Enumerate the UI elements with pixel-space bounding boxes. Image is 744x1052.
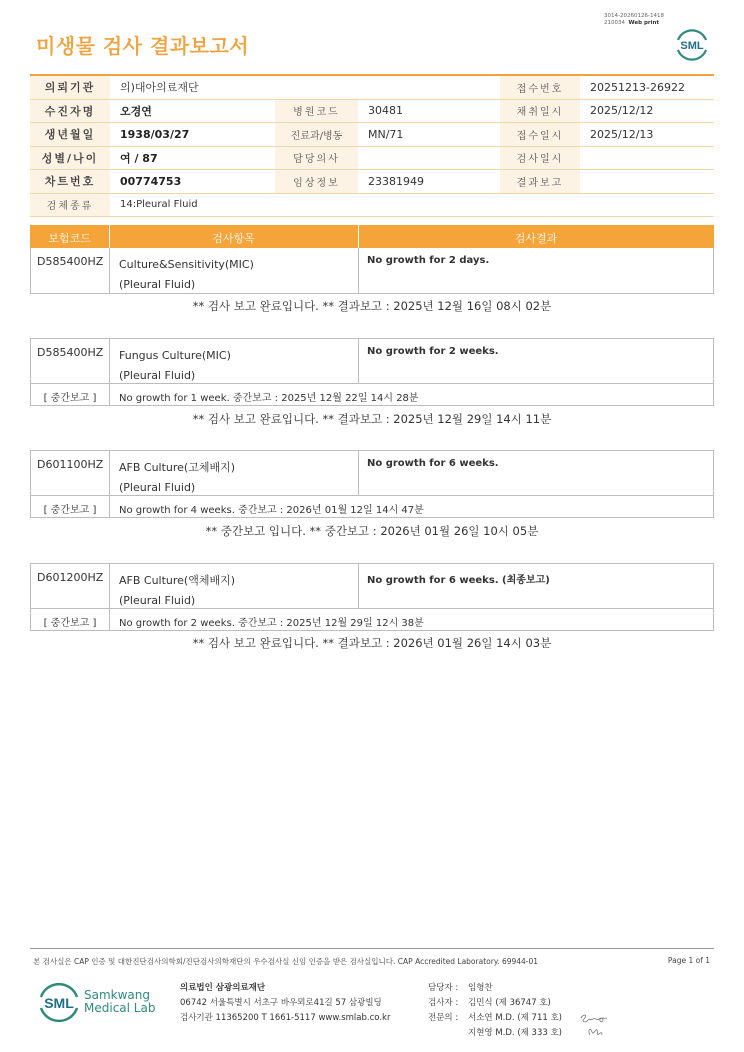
header-code: 보험코드 [48, 232, 91, 245]
accreditation-note: 본 검사실은 CAP 인증 및 대한진단검사의학회/진단검사의학재단의 우수검사실 신임 인증을 받은 검사실입니다. CAP Accredited Laboratory. 69944-01 [33, 957, 539, 966]
label-birth: 생년월일 [30, 123, 110, 147]
hospital-code-value: 30481 [358, 99, 500, 123]
staff-name: 임형찬 [468, 983, 493, 993]
report-value [580, 170, 714, 194]
label-test-date: 검사일시 [500, 146, 580, 170]
collect-date-value: 2025/12/12 [580, 99, 714, 123]
staff-list [428, 981, 562, 1041]
test-name-line2: (Pleural Fluid) [119, 481, 196, 494]
label-institution: 의뢰기관 [30, 75, 110, 99]
label-clinical-info: 임상정보 [275, 170, 358, 194]
insurance-code: D585400HZ [37, 346, 104, 359]
completion-note: ** 검사 보고 완료입니다. ** 결과보고 : 2025년 12월 16일 08시 02분 [192, 299, 552, 313]
dept-value: MN/71 [358, 123, 500, 147]
interim-tag: [ 중간보고 ] [43, 618, 97, 629]
test-name [119, 255, 254, 295]
receipt-date-value: 2025/12/13 [580, 123, 714, 147]
staff-role: 검사자 : [428, 998, 459, 1008]
label-chart-no: 차트번호 [30, 170, 110, 194]
test-name-line1: Culture&Sensitivity(MIC) [119, 258, 254, 271]
birth-value: 1938/03/27 [110, 123, 275, 147]
receipt-no-value: 20251213-26922 [580, 75, 714, 99]
interim-row [30, 384, 714, 406]
specimen-value: 14:Pleural Fluid [110, 193, 714, 217]
test-name-line2: (Pleural Fluid) [119, 594, 196, 607]
test-name [119, 346, 231, 386]
patient-info-table [30, 74, 714, 217]
insurance-code: D601100HZ [37, 458, 104, 471]
result-row [30, 563, 714, 609]
label-receipt-date: 접수일시 [500, 123, 580, 147]
result-row [30, 248, 714, 294]
insurance-code: D601200HZ [37, 571, 104, 584]
clinical-info-value: 23381949 [358, 170, 500, 194]
page-number: Page 1 of 1 [667, 956, 710, 965]
test-name-line1: Fungus Culture(MIC) [119, 349, 231, 362]
staff-name: 서소연 M.D. (제 711 호) [468, 1013, 563, 1023]
report-title: 미생물 검사 결과보고서 [36, 34, 250, 58]
staff-name: 지현영 M.D. (제 333 호) [468, 1028, 563, 1038]
label-report: 결과보고 [500, 170, 580, 194]
test-result: No growth for 6 weeks. [367, 458, 499, 469]
test-result: No growth for 6 weeks. (최종보고) [367, 575, 550, 586]
institution-value: 의)대아의료재단 [110, 75, 500, 99]
label-collect-date: 채취일시 [500, 99, 580, 123]
print-code-line1: 3014-20260126-1418 [604, 13, 664, 19]
label-doctor: 담당의사 [275, 146, 358, 170]
staff-role: 담당자 : [428, 983, 459, 993]
interim-text: No growth for 2 weeks. 중간보고 : 2025년 12월 29일 12시 38분 [119, 618, 424, 629]
label-specimen: 검체종류 [30, 193, 110, 217]
sml-logo-icon [674, 26, 710, 62]
chart-no-value: 00774753 [110, 170, 275, 194]
test-date-value [580, 146, 714, 170]
sex-age-value: 여 / 87 [110, 146, 275, 170]
patient-name-value: 오경연 [110, 99, 275, 123]
test-name-line2: (Pleural Fluid) [119, 369, 196, 382]
sml-logo-text: SML [680, 40, 704, 52]
print-type: Web print [628, 20, 660, 26]
test-name [119, 571, 235, 611]
footer-logo-text: SML [44, 995, 74, 1011]
test-result: No growth for 2 days. [367, 255, 490, 266]
interim-row [30, 609, 714, 631]
lab-name [84, 989, 155, 1015]
insurance-code: D585400HZ [37, 255, 104, 268]
footer-divider [30, 948, 714, 949]
org-contact: 검사기관 11365200 T 1661-5117 www.smlab.co.kr [180, 1013, 391, 1023]
print-code-line2: 210034 [604, 20, 625, 26]
interim-text: No growth for 4 weeks. 중간보고 : 2026년 01월 12일 14시 47분 [119, 505, 424, 516]
interim-tag: [ 중간보고 ] [43, 393, 97, 404]
doctor-value [358, 146, 500, 170]
results-header [30, 225, 714, 248]
label-receipt-no: 접수번호 [500, 75, 580, 99]
org-name: 의료법인 삼광의료재단 [180, 983, 266, 993]
label-dept: 진료과/병동 [275, 123, 358, 147]
completion-note: ** 중간보고 입니다. ** 중간보고 : 2026년 01월 26일 10시 05분 [205, 524, 539, 538]
test-name-line1: AFB Culture(고체배지) [119, 461, 236, 474]
header-item: 검사항목 [212, 232, 255, 245]
print-code [604, 13, 664, 27]
result-row [30, 450, 714, 496]
header-result: 검사결과 [514, 232, 558, 245]
interim-tag: [ 중간보고 ] [43, 505, 97, 516]
organization-info [180, 981, 390, 1026]
test-name [119, 458, 235, 498]
test-name-line1: AFB Culture(액체배지) [119, 574, 236, 587]
completion-note: ** 검사 보고 완료입니다. ** 결과보고 : 2025년 12월 29일 14시 11분 [192, 412, 552, 426]
staff-role: 전문의 : [428, 1013, 459, 1023]
test-result: No growth for 2 weeks. [367, 346, 499, 357]
interim-row [30, 496, 714, 518]
completion-note: ** 검사 보고 완료입니다. ** 결과보고 : 2026년 01월 26일 14시 03분 [192, 636, 552, 650]
test-name-line2: (Pleural Fluid) [119, 278, 196, 291]
label-hospital-code: 병원코드 [275, 99, 358, 123]
signature-image [578, 1010, 614, 1040]
samkwang-logo-icon [36, 980, 82, 1024]
label-patient-name: 수진자명 [30, 99, 110, 123]
result-row [30, 338, 714, 384]
lab-name-line1: Samkwang [84, 988, 150, 1002]
interim-text: No growth for 1 week. 중간보고 : 2025년 12월 22일 14시 28분 [119, 393, 419, 404]
staff-name: 김민식 (제 36747 호) [468, 998, 551, 1008]
label-sex-age: 성별/나이 [30, 146, 110, 170]
lab-name-line2: Medical Lab [84, 1001, 156, 1015]
org-address: 06742 서울특별시 서초구 바우뫼로41길 57 삼광빌딩 [180, 998, 382, 1008]
